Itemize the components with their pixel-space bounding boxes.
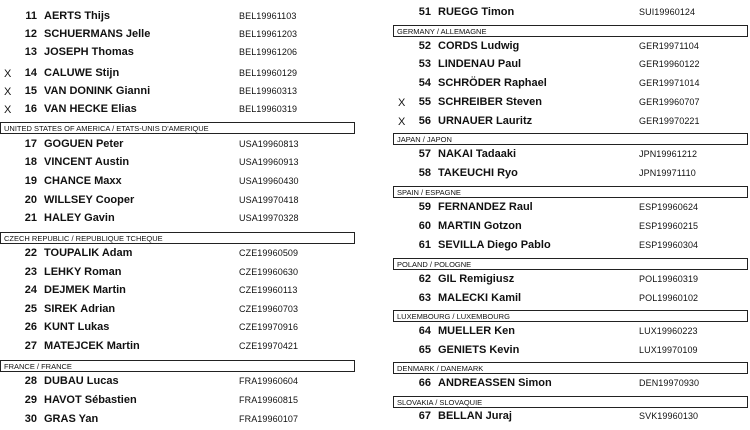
athlete-row xyxy=(0,375,357,392)
athlete-name: AERTS Thijs xyxy=(44,10,111,22)
uci-id: USA19970418 xyxy=(239,195,299,205)
bib-number: 58 xyxy=(418,167,431,179)
country-section-header: LUXEMBOURG / LUXEMBOURG xyxy=(393,310,748,322)
athlete-row xyxy=(0,28,357,45)
athlete-row xyxy=(393,58,750,75)
bib-number: 54 xyxy=(418,77,431,89)
athlete-name: TAKEUCHI Ryo xyxy=(438,167,518,179)
bib-number: 30 xyxy=(24,413,37,425)
uci-id: JPN19971110 xyxy=(639,168,696,178)
bib-number: 28 xyxy=(24,375,37,387)
athlete-row xyxy=(393,96,750,113)
bib-number: 60 xyxy=(418,220,431,232)
bib-number: 11 xyxy=(25,10,37,22)
athlete-row xyxy=(393,115,750,132)
athlete-name: MUELLER Ken xyxy=(438,325,515,337)
athlete-row xyxy=(393,292,750,309)
uci-id: USA19960813 xyxy=(239,139,299,149)
uci-id: USA19970328 xyxy=(239,213,299,223)
athlete-row xyxy=(0,0,357,5)
uci-id: GER19960122 xyxy=(639,59,700,69)
uci-id: FRA19960604 xyxy=(239,376,299,386)
country-section-header: SLOVAKIA / SLOVAQUIE xyxy=(393,396,748,408)
athlete-row xyxy=(0,67,357,84)
athlete-row xyxy=(0,103,357,120)
uci-id: DEN19970930 xyxy=(639,378,700,388)
country-section-header: UNITED STATES OF AMERICA / ETATS-UNIS D'AMERIQUE xyxy=(0,122,355,134)
athlete-row xyxy=(0,284,357,301)
uci-id: GER19971014 xyxy=(639,78,700,88)
athlete-name: LEHKY Roman xyxy=(44,266,122,278)
athlete-row xyxy=(0,340,357,357)
athlete-row xyxy=(393,77,750,94)
country-section-header: GERMANY / ALLEMAGNE xyxy=(393,25,748,37)
country-section-header: DENMARK / DANEMARK xyxy=(393,362,748,374)
athlete-name: FERNANDEZ Raul xyxy=(438,201,533,213)
bib-number: 23 xyxy=(24,266,37,278)
athlete-row xyxy=(0,247,357,264)
athlete-name: SIREK Adrian xyxy=(44,303,116,315)
bib-number: 57 xyxy=(418,148,431,160)
uci-id: BEL19961203 xyxy=(239,29,298,39)
athlete-mark: X xyxy=(398,97,406,109)
athlete-name: CALUWE Stijn xyxy=(44,67,120,79)
uci-id: CZE19960509 xyxy=(239,248,299,258)
athlete-row xyxy=(393,40,750,57)
uci-id: LUX19960223 xyxy=(639,326,698,336)
uci-id: BEL19961103 xyxy=(239,11,297,21)
uci-id: FRA19960107 xyxy=(239,414,299,424)
athlete-name: RUEGG Timon xyxy=(438,6,515,18)
bib-number: 24 xyxy=(24,284,37,296)
athlete-name: VAN DONINK Gianni xyxy=(44,85,151,97)
athlete-name: TOUPALIK Adam xyxy=(44,247,133,259)
athlete-name: SEVILLA Diego Pablo xyxy=(438,239,551,251)
athlete-name: BELLAN Juraj xyxy=(438,410,512,422)
uci-id: ESP19960624 xyxy=(639,202,699,212)
uci-id: FRA19960815 xyxy=(239,395,299,405)
athlete-row xyxy=(0,321,357,338)
uci-id: CZE19960113 xyxy=(239,285,298,295)
athlete-name: NAKAI Tadaaki xyxy=(438,148,517,160)
athlete-row xyxy=(393,410,750,427)
uci-id: CZE19970421 xyxy=(239,341,299,351)
athlete-row xyxy=(0,266,357,283)
athlete-name: LINDENAU Paul xyxy=(438,58,522,70)
athlete-row xyxy=(393,273,750,290)
uci-id: JPN19961212 xyxy=(639,149,698,159)
athlete-name: ANDREASSEN Simon xyxy=(438,377,552,389)
bib-number: 59 xyxy=(418,201,431,213)
bib-number: 15 xyxy=(24,85,37,97)
bib-number: 56 xyxy=(418,115,431,127)
country-section-header: FRANCE / FRANCE xyxy=(0,360,355,372)
athlete-name: WILLSEY Cooper xyxy=(44,194,135,206)
athlete-name: GENIETS Kevin xyxy=(438,344,520,356)
bib-number: 21 xyxy=(24,212,37,224)
country-section-header: CZECH REPUBLIC / REPUBLIQUE TCHEQUE xyxy=(0,232,355,244)
uci-id: USA19960430 xyxy=(239,176,299,186)
bib-number: 63 xyxy=(418,292,431,304)
athlete-row xyxy=(393,377,750,394)
bib-number: 53 xyxy=(418,58,431,70)
bib-number: 13 xyxy=(24,46,37,58)
uci-id: POL19960319 xyxy=(639,274,699,284)
uci-id: CZE19960630 xyxy=(239,267,299,277)
uci-id: CZE19960703 xyxy=(239,304,299,314)
uci-id: GER19960707 xyxy=(639,97,700,107)
bib-number: 18 xyxy=(24,156,37,168)
athlete-name: JOSEPH Thomas xyxy=(44,46,134,58)
athlete-name: VAN HECKE Elias xyxy=(44,103,137,115)
uci-id: ESP19960215 xyxy=(639,221,699,231)
athlete-name: DUBAU Lucas xyxy=(44,375,119,387)
bib-number: 52 xyxy=(418,40,431,52)
athlete-name: CHANCE Maxx xyxy=(44,175,122,187)
athlete-name: CORDS Ludwig xyxy=(438,40,520,52)
bib-number: 17 xyxy=(24,138,37,150)
athlete-name: DEJMEK Martin xyxy=(44,284,126,296)
athlete-name: VINCENT Austin xyxy=(44,156,130,168)
country-section-header: SPAIN / ESPAGNE xyxy=(393,186,748,198)
athlete-name: URNAUER Lauritz xyxy=(438,115,533,127)
athlete-name: KUNT Lukas xyxy=(44,321,110,333)
athlete-name: SCHRÖDER Raphael xyxy=(438,77,547,89)
athlete-row xyxy=(393,220,750,237)
bib-number: 66 xyxy=(418,377,431,389)
bib-number: 67 xyxy=(418,410,431,422)
uci-id: BEL19961206 xyxy=(239,47,298,57)
bib-number: 20 xyxy=(24,194,37,206)
uci-id: GER19970221 xyxy=(639,116,700,126)
uci-id: POL19960102 xyxy=(639,293,699,303)
athlete-name: SCHUERMANS Jelle xyxy=(44,28,151,40)
bib-number: 65 xyxy=(418,344,431,356)
athlete-row xyxy=(393,344,750,361)
athlete-row xyxy=(0,46,357,63)
uci-id: SUI19960124 xyxy=(639,7,696,17)
athlete-name: GIL Remigiusz xyxy=(438,273,515,285)
bib-number: 29 xyxy=(24,394,37,406)
athlete-name: MARTIN Gotzon xyxy=(438,220,522,232)
bib-number: 51 xyxy=(418,6,431,18)
uci-id: ESP19960304 xyxy=(639,240,699,250)
bib-number: 19 xyxy=(24,175,37,187)
bib-number: 64 xyxy=(418,325,431,337)
athlete-row xyxy=(0,175,357,192)
bib-number: 22 xyxy=(24,247,37,259)
athlete-row xyxy=(0,212,357,229)
bib-number: 12 xyxy=(24,28,37,40)
athlete-row xyxy=(0,10,357,27)
bib-number: 25 xyxy=(24,303,37,315)
athlete-row xyxy=(0,156,357,173)
athlete-row xyxy=(393,6,750,23)
athlete-mark: X xyxy=(4,104,12,116)
athlete-row xyxy=(0,413,357,430)
uci-id: GER19971104 xyxy=(639,41,699,51)
athlete-row xyxy=(393,167,750,184)
uci-id: USA19960913 xyxy=(239,157,299,167)
uci-id: BEL19960129 xyxy=(239,68,298,78)
athlete-name: MATEJCEK Martin xyxy=(44,340,140,352)
bib-number: 26 xyxy=(24,321,37,333)
athlete-name: HAVOT Sébastien xyxy=(44,394,137,406)
bib-number: 27 xyxy=(24,340,37,352)
athlete-mark: X xyxy=(398,116,406,128)
athlete-row xyxy=(0,303,357,320)
athlete-row xyxy=(0,85,357,102)
bib-number: 55 xyxy=(418,96,431,108)
bib-number: 61 xyxy=(418,239,431,251)
athlete-row xyxy=(0,194,357,211)
athlete-row xyxy=(0,394,357,411)
bib-number: 14 xyxy=(24,67,37,79)
athlete-row xyxy=(393,325,750,342)
athlete-mark: X xyxy=(4,86,12,98)
athlete-row xyxy=(393,239,750,256)
athlete-mark: X xyxy=(4,68,12,80)
athlete-name: GOGUEN Peter xyxy=(44,138,124,150)
athlete-row xyxy=(393,148,750,165)
bib-number: 16 xyxy=(24,103,37,115)
athlete-name: MALECKI Kamil xyxy=(438,292,522,304)
uci-id: LUX19970109 xyxy=(639,345,698,355)
uci-id: SVK19960130 xyxy=(639,411,699,421)
bib-number: 62 xyxy=(418,273,431,285)
uci-id: CZE19970916 xyxy=(239,322,299,332)
uci-id: BEL19960313 xyxy=(239,86,298,96)
athlete-name: HALEY Gavin xyxy=(44,212,115,224)
athlete-name: SCHREIBER Steven xyxy=(438,96,542,108)
athlete-name: GRAS Yan xyxy=(44,413,99,425)
athlete-row xyxy=(393,201,750,218)
athlete-row xyxy=(0,138,357,155)
uci-id: BEL19960319 xyxy=(239,104,298,114)
country-section-header: JAPAN / JAPON xyxy=(393,133,748,145)
country-section-header: POLAND / POLOGNE xyxy=(393,258,748,270)
